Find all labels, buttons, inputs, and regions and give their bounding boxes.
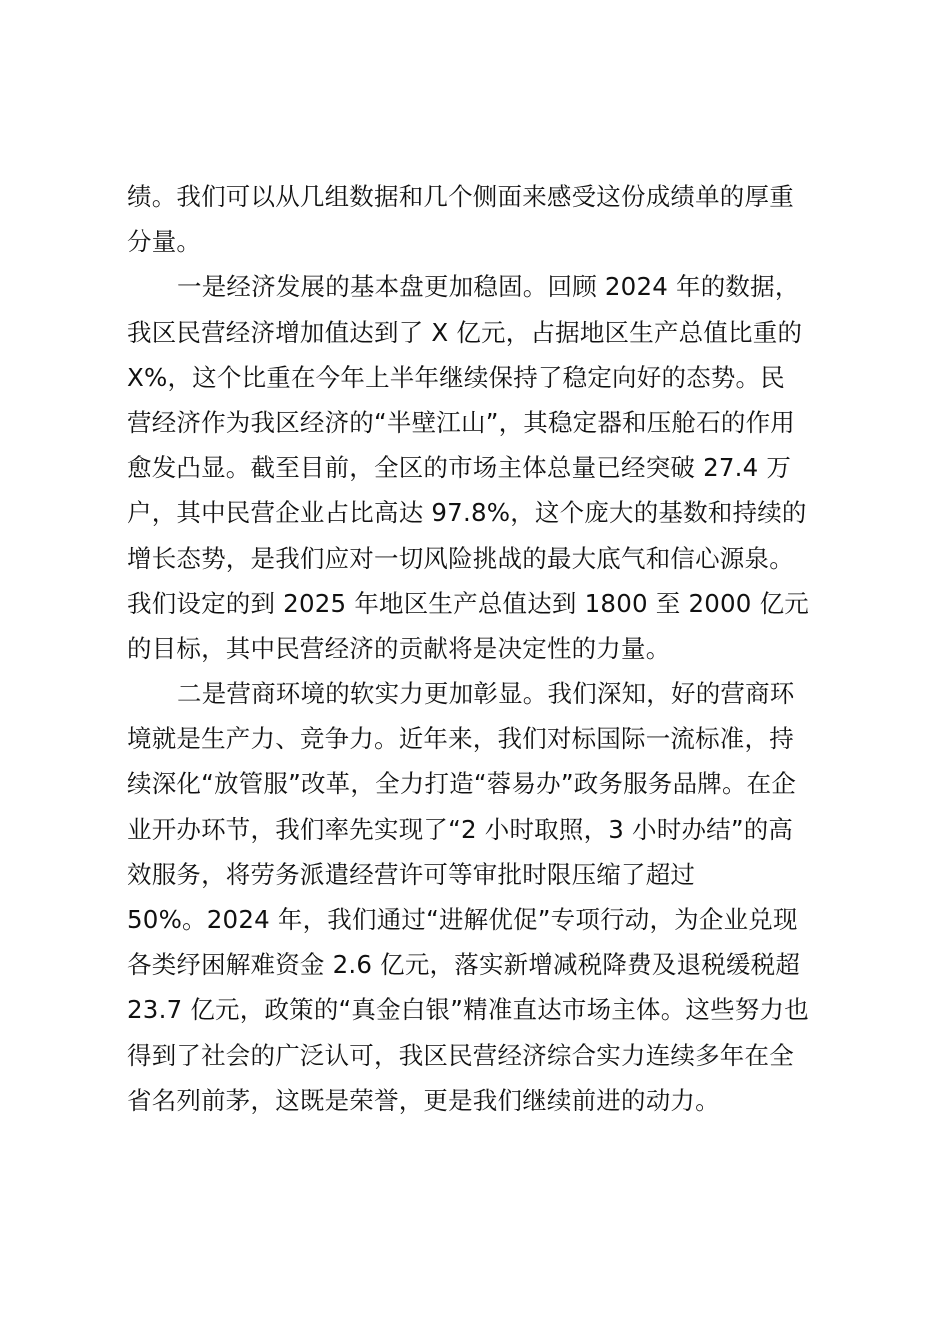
text-line: 分量。 (127, 227, 202, 257)
text-line: 愈发凸显。截至目前，全区的市场主体总量已经突破 27.4 万 (127, 453, 792, 483)
text-line: 我们设定的到 2025 年地区生产总值达到 1800 至 2000 亿元 (127, 588, 809, 618)
text-line: 增长态势，是我们应对一切风险挑战的最大底气和信心源泉。 (127, 543, 794, 573)
text-line: 业开办环节，我们率先实现了“2 小时取照，3 小时办结”的高 (127, 814, 794, 844)
paragraph-first-line: 一是经济发展的基本盘更加稳固。回顾 2024 年的数据， (177, 272, 800, 302)
text-line: 省名列前茅，这既是荣誉，更是我们继续前进的动力。 (127, 1085, 720, 1115)
text-line: 绩。我们可以从几组数据和几个侧面来感受这份成绩单的厚重 (127, 182, 794, 211)
paragraph-first-line: 二是营商环境的软实力更加彰显。我们深知，好的营商环 (177, 679, 795, 709)
text-line: 各类纾困解难资金 2.6 亿元，落实新增减税降费及退税缓税超 (127, 950, 801, 980)
body-text (127, 174, 827, 1123)
text-line: 得到了社会的广泛认可，我区民营经济综合实力连续多年在全 (127, 1040, 794, 1070)
text-line: 效服务，将劳务派遣经营许可等审批时限压缩了超过 (127, 859, 696, 889)
text-line: 户，其中民营企业占比高达 97.8%，这个庞大的基数和持续的 (127, 498, 807, 528)
text-line: 境就是生产力、竞争力。近年来，我们对标国际一流标准，持 (127, 724, 794, 754)
text-line: X%，这个比重在今年上半年继续保持了稳定向好的态势。民 (127, 362, 785, 392)
text-line: 的目标，其中民营经济的贡献将是决定性的力量。 (127, 633, 671, 663)
text-line: 营经济作为我区经济的“半壁江山”，其稳定器和压舱石的作用 (127, 407, 795, 437)
text-line: 50%。2024 年，我们通过“进解优促”专项行动，为企业兑现 (127, 905, 798, 934)
text-line: 我区民营经济增加值达到了 X 亿元，占据地区生产总值比重的 (127, 317, 803, 347)
text-line: 续深化“放管服”改革，全力打造“蓉易办”政务服务品牌。在企 (127, 769, 797, 799)
text-line: 23.7 亿元，政策的“真金白银”精准直达市场主体。这些努力也 (127, 995, 809, 1025)
